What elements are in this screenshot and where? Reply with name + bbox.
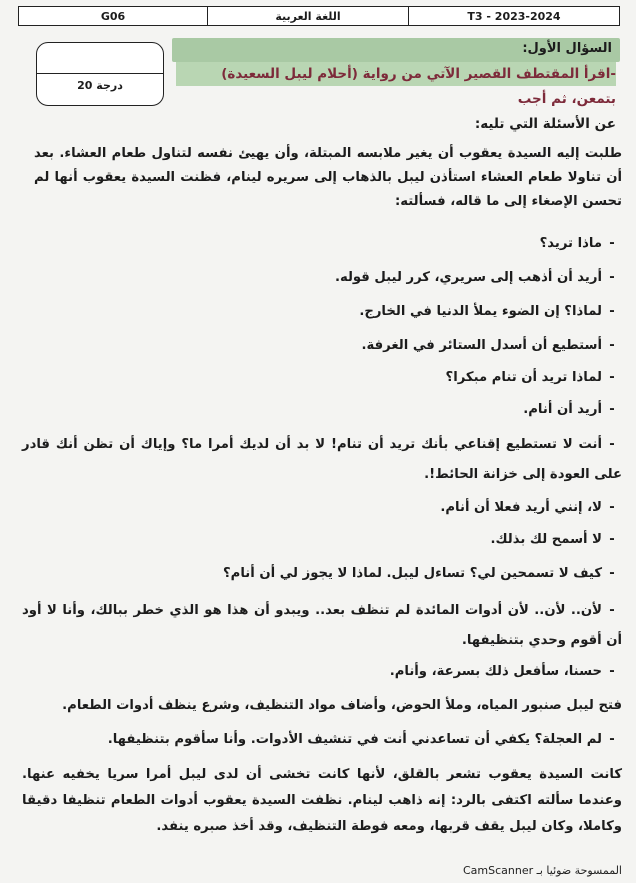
dialogue-line: -أنت لا تستطيع إقناعي بأنك تريد أن تنام! لا بد أن لديك أمرا ما؟ وإياك أن تظن أنك قادر على العودة إلى خزانة الحائط!. xyxy=(22,437,622,482)
exam-header xyxy=(18,6,620,26)
passage-intro: طلبت إليه السيدة يعقوب أن يغير ملابسه المبتلة، وأن يهيئ نفسه لتناول طعام العشاء. بعد أن تناولا طعام العشاء استأذن ليبل بالذهاب إلى سريره لينام، فظنت السيدة يعقوب أنها لم تحسن الإصغاء إلى ما قاله، فسألته: xyxy=(34,146,622,209)
dialogue-line: -لا، إنني أريد فعلا أن أنام. xyxy=(440,500,615,515)
narration-paragraph: كانت السيدة يعقوب تشعر بالقلق، لأنها كانت تخشى أن لدى ليبل أمرا سريا يخفيه عنها. وعندما سألته اكتفى بالرد: إنه ذاهب لينام. نظفت السيدة يعقوب أدوات الطعام تنظيفا دقيقا وكاملا، وكان ليبل يقف قربها، ومعه فوطة التنظيف، وقد أخذ صبره ينفد. xyxy=(22,767,622,834)
dialogue-line: -لم العجلة؟ يكفي أن تساعدني أنت في تنشيف الأدوات. وأنا سأقوم بتنظيفها. xyxy=(107,732,615,747)
header-grade: G06 xyxy=(100,9,126,23)
dialogue-line: -ماذا تريد؟ xyxy=(539,236,615,251)
score-box xyxy=(36,42,164,106)
instruction-highlight: -اقرأ المقتطف القصير الآتي من رواية (أحلام ليبل السعيدة) بتمعن، ثم أجب xyxy=(221,66,616,107)
dialogue-line: -لماذا؟ إن الضوء يملأ الدنيا في الخارج. xyxy=(359,304,615,319)
dialogue-line: -أريد أن أذهب إلى سريري، كرر ليبل قوله. xyxy=(334,270,615,285)
dialogue-line: -أستطيع أن أسدل الستائر في الغرفة. xyxy=(361,338,615,353)
narration-paragraph: فتح ليبل صنبور المياه، وملأ الحوض، وأضاف مواد التنظيف، وشرع ينظف أدوات الطعام. xyxy=(62,698,622,713)
score-divider xyxy=(37,73,163,74)
header-term-year: T3 - 2023-2024 xyxy=(408,7,619,25)
header-subject: اللغة العربية xyxy=(207,7,408,25)
question-instruction xyxy=(176,62,616,137)
dialogue-line: -لماذا تريد أن تنام مبكرا؟ xyxy=(445,370,615,385)
question-header xyxy=(172,38,620,132)
scanner-watermark: الممسوحة ضوئيا بـ CamScanner xyxy=(462,864,622,877)
dialogue-line: -حسنا، سأفعل ذلك بسرعة، وأنام. xyxy=(389,664,615,679)
dialogue-line: -لأن.. لأن.. لأن أدوات المائدة لم تنظف بعد.. ويبدو أن هذا هو الذي خطر ببالك، وأنا لا أود أن أقوم وحدي بتنظيفها. xyxy=(22,603,622,648)
dialogue-line: -لا أسمح لك بذلك. xyxy=(490,532,615,547)
score-label: 20 درجة xyxy=(77,79,123,92)
dialogue-line: -كيف لا تسمحين لي؟ تساءل ليبل. لماذا لا يجوز لي أن أنام؟ xyxy=(223,566,615,581)
question-title: السؤال الأول: xyxy=(522,41,612,56)
instruction-rest: عن الأسئلة التي تليه: xyxy=(474,116,616,132)
dialogue-line: -أريد أن أنام. xyxy=(523,402,615,417)
